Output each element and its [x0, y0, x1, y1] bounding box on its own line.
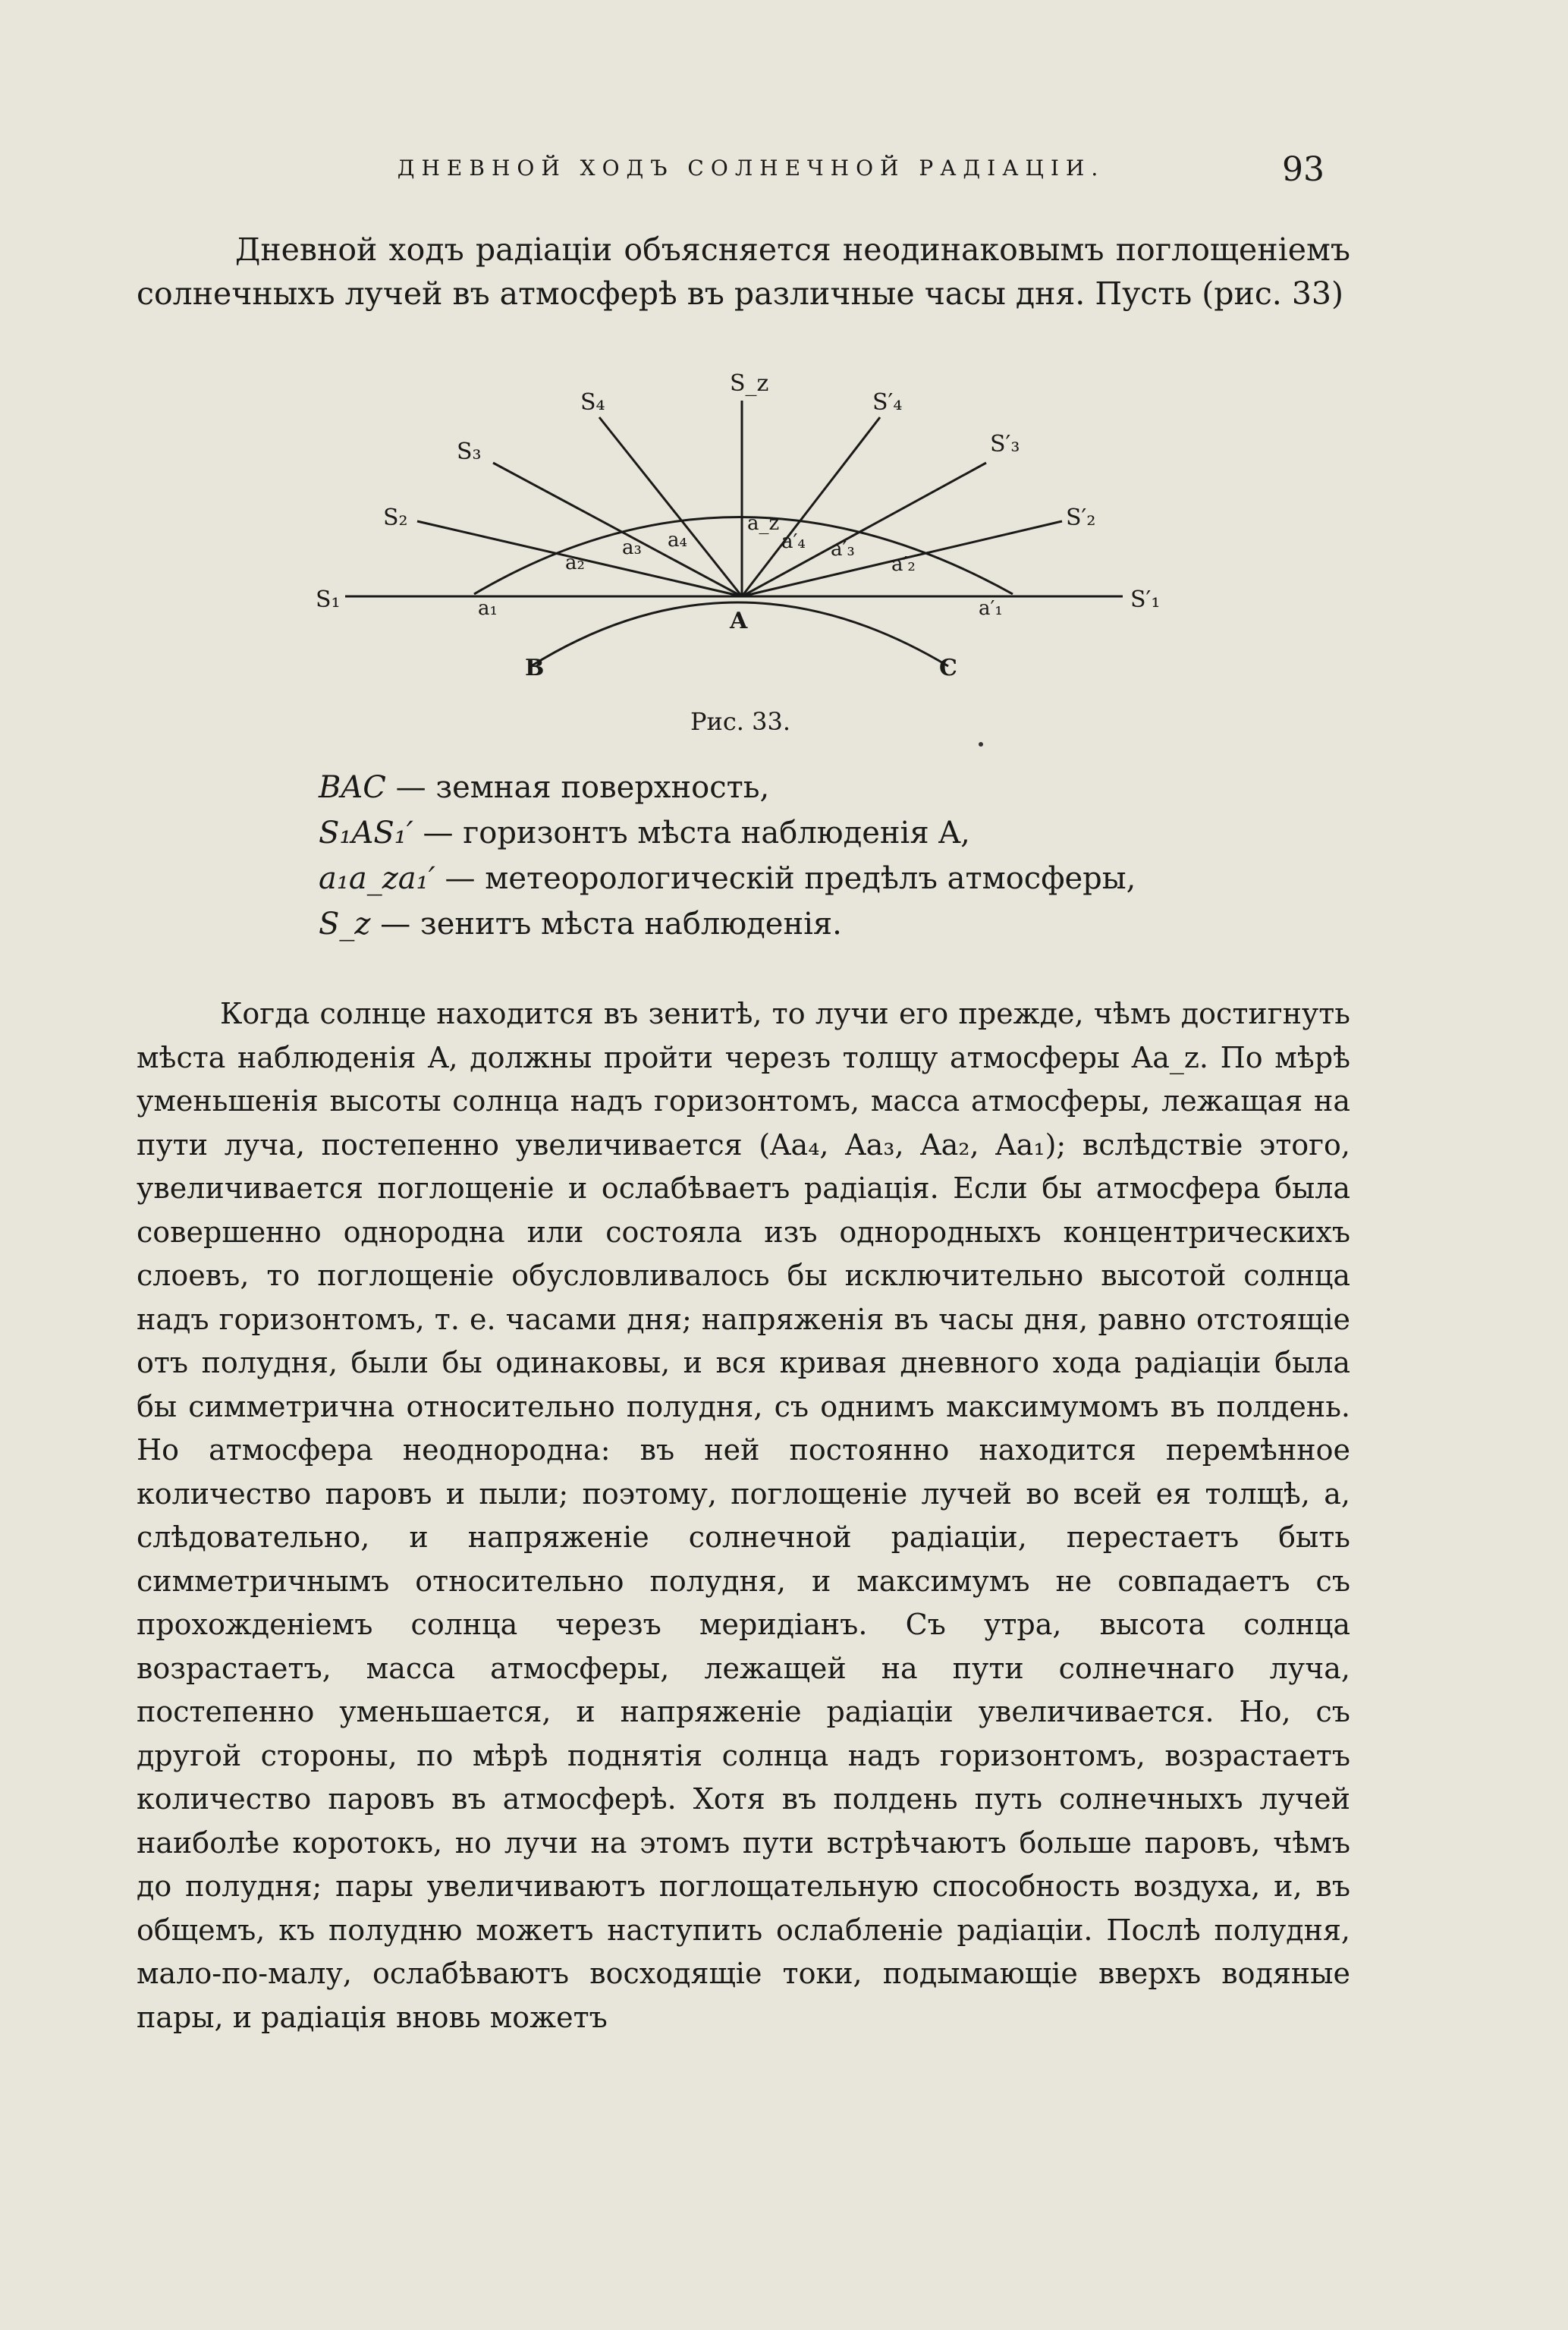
label-sz: S_z	[730, 370, 769, 397]
legend-symbol: BAC	[319, 770, 386, 805]
intro-text: Дневной ходъ радіаціи объясняется неодинаковымъ поглощеніемъ солнечныхъ лучей въ атмосферѣ въ различные часы дня. Пусть (рис. 33)	[137, 231, 1350, 312]
ray-s3	[493, 463, 742, 596]
legend-text: — горизонтъ мѣста наблюденія A,	[413, 816, 970, 851]
legend-symbol: a₁a_za₁′	[319, 861, 435, 896]
label-a2: a₂	[565, 552, 585, 574]
label-a4: a₄	[668, 529, 687, 552]
label-s1: S₁	[316, 586, 341, 613]
label-s3: S₃	[457, 439, 482, 465]
label-s4: S₄	[580, 389, 605, 416]
figure-33	[288, 357, 1229, 766]
page-number: 93	[1282, 150, 1324, 189]
body-paragraph	[137, 992, 1350, 2039]
label-s2: S₂	[383, 505, 408, 531]
legend-symbol: S_z	[319, 907, 371, 942]
label-b: B	[525, 655, 545, 681]
body-text: Когда солнце находится въ зенитѣ, то лучи его прежде, чѣмъ достигнуть мѣста наблюденія A, должны пройти черезъ толщу атмосферы Aa_z. По мѣрѣ уменьшенія высоты солнца надъ горизонтомъ, масса атмосферы, лежащая на пути луча, постепенно увеличивается (Aa₄, Aa₃, Aa₂, Aa₁); вслѣдствіе этого, увеличивается поглощеніе и ослабѣваетъ радіація. Если бы атмосфера была совершенно однородна или состояла изъ однородныхъ концентрическихъ слоевъ, то поглощеніе обусловливалось бы исключительно высотой солнца надъ горизонтомъ, т. е. часами дня; напряженія въ часы дня, равно отстоящіе отъ полудня, были бы одинаковы, и вся кривая дневного хода радіаціи была бы симметрична относительно полудня, съ однимъ максимумомъ въ полдень. Но атмосфера неоднородна: въ ней постоянно находится перемѣнное количество паровъ и пыли; поэтому, поглощеніе лучей во всей ея толщѣ, а, слѣдовательно, и напряженіе солнечной радіаціи, перестаетъ быть симметричнымъ относительно полудня, и максимумъ не совпадаетъ съ прохожденіемъ солнца черезъ меридіанъ. Съ утра, высота солнца возрастаетъ, масса атмосферы, лежащей на пути солнечнаго луча, постепенно уменьшается, и напряженіе радіаціи увеличивается. Но, съ другой стороны, по мѣрѣ поднятія солнца надъ горизонтомъ, возрастаетъ количество паровъ въ атмосферѣ. Хотя въ полдень путь солнечныхъ лучей наиболѣе коротокъ, но лучи на этомъ пути встрѣчаютъ больше паровъ, чѣмъ до полудня; пары увеличиваютъ поглощательную способность воздуха, и, въ общемъ, къ полудню можетъ наступить ослабленіе радіаціи. Послѣ полудня, мало-по-малу, ослабѣваютъ восходящіе токи, подымающіе вверхъ водяные пары, и радіація вновь можетъ	[137, 997, 1350, 2034]
label-a2p: a′₂	[891, 553, 916, 576]
label-s3p: S′₃	[990, 431, 1020, 458]
label-a3: a₃	[622, 536, 642, 559]
label-c: C	[939, 655, 957, 681]
label-s2p: S′₂	[1066, 505, 1096, 531]
figure-legend	[319, 765, 1229, 947]
legend-row	[319, 901, 1229, 947]
intro-paragraph	[137, 228, 1350, 316]
label-a3p: a′₃	[831, 538, 855, 561]
label-s4p: S′₄	[872, 389, 903, 416]
legend-text: — земная поверхность,	[385, 770, 770, 805]
legend-row	[319, 810, 1229, 856]
label-a4p: a′₄	[781, 530, 806, 553]
legend-row	[319, 765, 1229, 810]
label-az: a_z	[747, 512, 780, 535]
label-a1: a₁	[478, 597, 498, 620]
legend-symbol: S₁AS₁′	[319, 816, 413, 851]
label-s1p: S′₁	[1130, 586, 1161, 613]
print-speck	[979, 742, 983, 747]
legend-text: — метеорологическій предѣлъ атмосферы,	[435, 861, 1136, 896]
figure-caption: Рис. 33.	[690, 707, 791, 736]
legend-text: — зенитъ мѣста наблюденія.	[370, 907, 842, 942]
solar-rays-diagram	[288, 357, 1229, 766]
legend-row	[319, 856, 1229, 901]
label-a1p: a′₁	[979, 597, 1003, 620]
ray-s4	[599, 417, 742, 596]
atmosphere-boundary-arc	[474, 517, 1013, 595]
running-head: ДНЕВНОЙ ХОДЪ СОЛНЕЧНОЙ РАДІАЦІИ.	[397, 156, 1105, 181]
label-a-point: A	[730, 608, 748, 634]
